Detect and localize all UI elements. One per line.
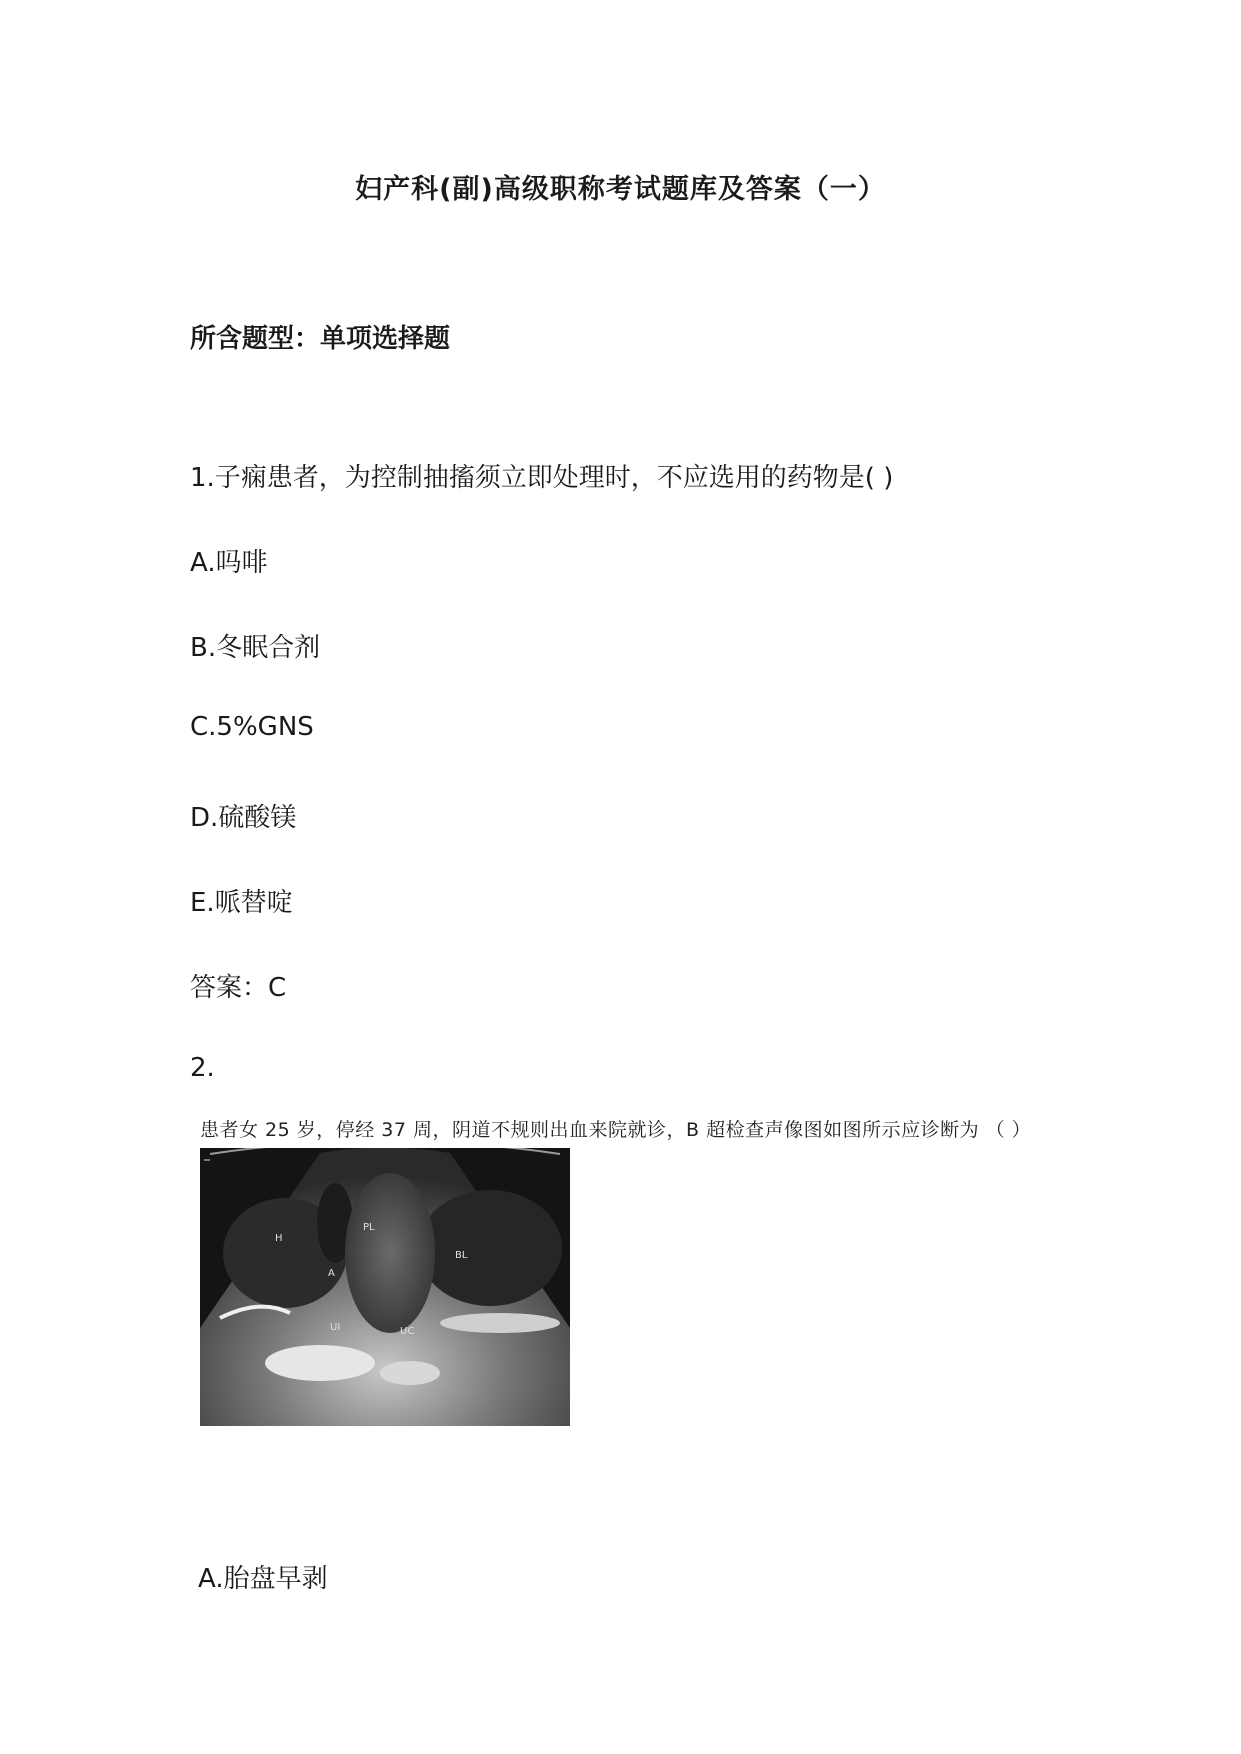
question-1-option-d: D.硫酸镁 xyxy=(190,803,297,833)
question-type-heading: 所含题型：单项选择题 xyxy=(190,324,451,354)
question-1-option-b: B.冬眠合剂 xyxy=(190,633,321,663)
question-2-option-a: A.胎盘早剥 xyxy=(198,1564,328,1594)
question-1-option-c: C.5%GNS xyxy=(190,712,314,742)
question-2-number: 2. xyxy=(190,1053,215,1083)
question-1-option-e: E.哌替啶 xyxy=(190,888,293,918)
image-label-ui: UI xyxy=(330,1322,341,1333)
image-label-a: A xyxy=(328,1268,335,1279)
ultrasound-image xyxy=(200,1148,570,1426)
document-title: 妇产科(副)高级职称考试题库及答案（一） xyxy=(355,174,886,205)
image-label-bl: BL xyxy=(455,1250,468,1261)
image-label-uc: UC xyxy=(400,1326,415,1337)
question-2-stem: 患者女 25 岁，停经 37 周，阴道不规则出血来院就诊，B 超检查声像图如图所示应诊断为 （ ） xyxy=(200,1119,1032,1141)
image-label-pl: PL xyxy=(363,1222,375,1233)
question-1-stem: 1.子痫患者，为控制抽搐须立即处理时，不应选用的药物是( ) xyxy=(190,463,894,493)
image-label-h: H xyxy=(275,1233,283,1244)
question-1-option-a: A.吗啡 xyxy=(190,548,268,578)
question-1-answer: 答案：C xyxy=(190,973,287,1003)
